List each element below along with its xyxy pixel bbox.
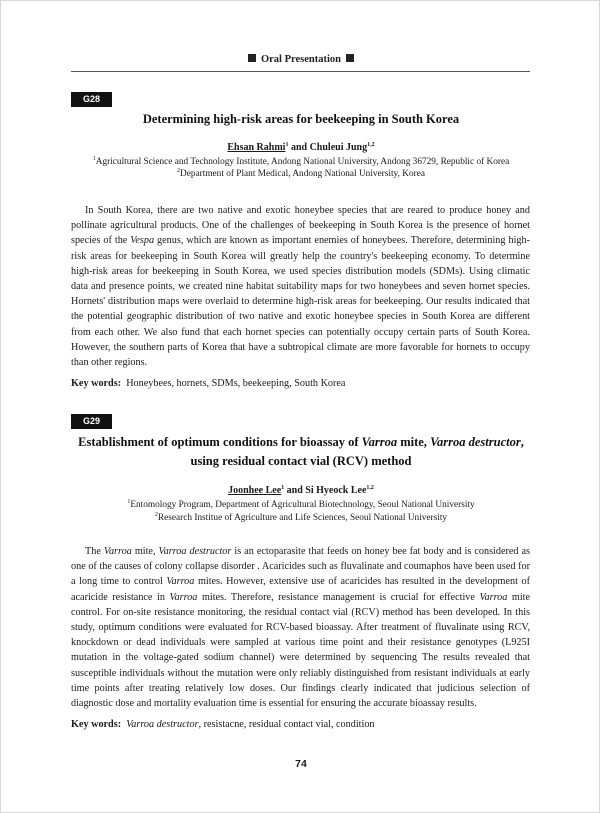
abstract-text: The xyxy=(85,546,104,557)
abstract-code-badge: G29 xyxy=(71,414,112,429)
author-superscript: 1,2 xyxy=(367,142,375,148)
co-author: and Chuleui Jung xyxy=(288,142,368,153)
abstract-italic-term: Varroa xyxy=(166,576,195,588)
title-text: mite, xyxy=(397,435,431,449)
abstract-text: is an ectoparasite that feeds on honey bee fat body and is considered as one of the causes of colony collapse disorder . Acaricides such as fluvalinate and coumaphos have been used for a long time to control xyxy=(71,546,531,588)
keywords-italic-term: Varroa destructor xyxy=(126,719,199,730)
affiliation-superscript: 2 xyxy=(154,512,158,518)
header-rule xyxy=(71,71,530,72)
title-italic-term: Varroa xyxy=(361,435,398,449)
title-text: using residual contact vial (RCV) method xyxy=(190,454,412,468)
presenting-author: Joonhee Lee xyxy=(228,485,282,496)
abstract-body xyxy=(71,544,530,711)
abstract-title xyxy=(63,433,539,471)
affiliation-text: Agricultural Science and Technology Institute, Andong National University, Andong 36729, Republic of Korea xyxy=(95,157,510,167)
affiliation-1 xyxy=(63,499,539,511)
keywords-text: Honeybees, hornets, SDMs, beekeeping, South Korea xyxy=(126,378,346,389)
keywords-text: , resistacne, residual contact vial, condition xyxy=(198,719,375,730)
keywords-label: Key words: xyxy=(71,719,122,730)
abstract-text: mite control. For on-site resistance monitoring, the residual contact vial (RCV) method has been developed. In this study, optimum conditions were evaluated for RCV-based bioassay. After treatment of fluvalinate using RCV, knockdown or dead individuals were sampled at various time point and their resistance genotypes (L925I mutation in the voltage-gated sodium channel) were determined by sequencing The results revealed that susceptible individuals without the mutation were only reliably distinguished from resistant individuals at early time points after treating relatively low doses. Our findings clearly indicated that judicious selection of diagnostic dose and mortality evaluation time is essential for ensuring the accurate bioassay results. xyxy=(71,591,531,710)
abstract-code-badge: G28 xyxy=(71,92,112,107)
abstract-text: mites. Therefore, resistance management is crucial for effective xyxy=(197,591,480,603)
abstract-italic-term: Varroa xyxy=(479,591,508,603)
affiliation-2 xyxy=(63,512,539,524)
abstract-text: mite, xyxy=(131,546,159,557)
presenting-author: Ehsan Rahmi xyxy=(227,142,286,153)
affiliation-text: Department of Plant Medical, Andong National University, Korea xyxy=(180,169,425,179)
section-header-label: Oral Presentation xyxy=(260,54,341,65)
author-line xyxy=(63,142,539,153)
author-superscript: 1,2 xyxy=(366,485,374,491)
co-author: and Si Hyeock Lee xyxy=(284,485,367,496)
square-bullet-icon xyxy=(248,54,256,62)
keywords-label: Key words: xyxy=(71,378,122,389)
affiliation-text: Entomology Program, Department of Agricultural Biotechnology, Seoul National University xyxy=(130,500,475,510)
author-superscript: 1 xyxy=(281,485,285,491)
title-text: Establishment of optimum conditions for bioassay of xyxy=(78,435,362,449)
affiliation-text: Research Institue of Agriculture and Life Sciences, Seoul National University xyxy=(157,513,448,523)
square-bullet-icon xyxy=(346,54,354,62)
abstract-text: genus, which are known as important enemies of honeybees. Therefore, determining high-risk areas for beekeeping in South Korea will greatly help the country's beekeeping economy. To determine high-risk areas for beekeeping in South Korea, we used species distribution models (SDMs). Using climatic data and presence points, we created nine habitat suitability maps for two honeybees and seven hornet species. Hornets' distribution maps were overlaid to determine high-risk areas for beekeeping. Our results indicated that the potential geographic distribution of two native and exotic honeybee species in South Korea are different from each other. We also fund that each hornet species can potentially occupy certain parts of South Korea. However, the southern parts of Korea that have a subtropical climate are more favorable for hornets to occupy than other regions. xyxy=(71,235,530,369)
keywords xyxy=(71,378,530,389)
keywords xyxy=(71,719,530,730)
abstract-italic-term: Vespa xyxy=(130,235,155,247)
abstract-body xyxy=(71,203,530,370)
title-italic-term: Varroa destructor xyxy=(430,435,521,449)
affiliation-2 xyxy=(63,168,539,180)
author-line xyxy=(63,485,539,496)
abstract-title: Determining high-risk areas for beekeeping in South Korea xyxy=(142,112,460,126)
page-number: 74 xyxy=(295,758,307,770)
title-text: , xyxy=(520,435,524,449)
abstract-text: mites. However, extensive use of acaricides has resulted in the development of acaricide resistance in xyxy=(71,576,530,603)
author-superscript: 1 xyxy=(285,142,289,148)
abstract-italic-term: Varroa xyxy=(103,546,132,557)
section-header xyxy=(1,54,600,65)
abstract-text: In South Korea, there are two native and exotic honeybee species that are reared to produce honey and pollinate agricultural products. One of the challenges of beekeeping in South Korea is the presence of hornet species of the xyxy=(71,205,530,247)
affiliation-superscript: 1 xyxy=(92,156,96,162)
affiliation-superscript: 1 xyxy=(127,499,131,505)
abstract-italic-term: Varroa destructor xyxy=(158,546,232,557)
affiliation-1 xyxy=(63,156,539,168)
affiliation-superscript: 2 xyxy=(177,168,181,174)
abstract-italic-term: Varroa xyxy=(169,591,198,603)
